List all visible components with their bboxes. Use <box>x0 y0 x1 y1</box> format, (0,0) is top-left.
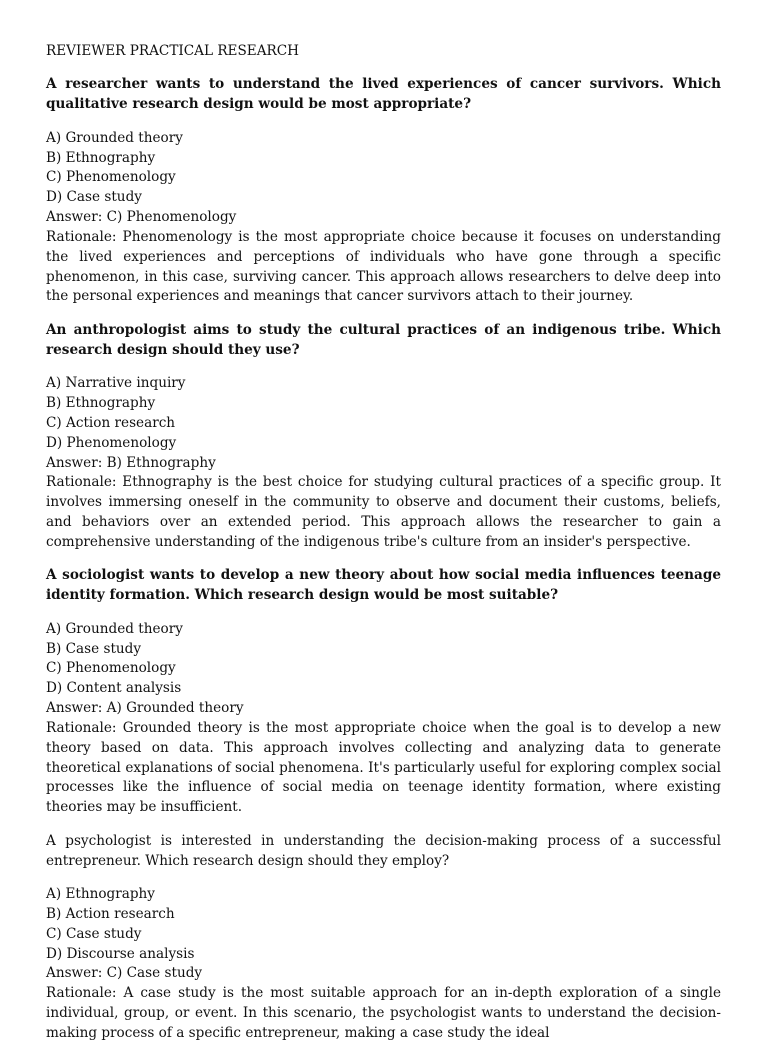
answer-text: Answer: A) Grounded theory <box>46 700 244 717</box>
question-text: A psychologist is interested in understanding the decision-making process of a successful entrepreneur. Which research design should they employ? <box>46 832 721 869</box>
option-a: A) Grounded theory <box>46 129 183 146</box>
option-a: A) Grounded theory <box>46 620 183 637</box>
document-title: REVIEWER PRACTICAL RESEARCH <box>46 43 300 59</box>
answer-text: Answer: B) Ethnography <box>46 454 216 471</box>
option-a: A) Narrative inquiry <box>46 375 186 392</box>
option-d: D) Discourse analysis <box>46 945 195 962</box>
option-b: B) Ethnography <box>46 149 156 166</box>
option-b: B) Action research <box>46 905 175 922</box>
question-block-3 <box>46 566 721 818</box>
rationale-text: Rationale: Ethnography is the best choice for studying cultural practices of a specific group. It involves immersing oneself in the community to observe and document their customs, beliefs, and behaviors over an extended period. This approach allows the researcher to gain a comprehensive understanding of the indigenous tribe's culture from an insider's perspective. <box>46 474 721 550</box>
question-block-1 <box>46 75 721 307</box>
question-text: An anthropologist aims to study the cultural practices of an indigenous tribe. Which research design should they use? <box>46 321 721 358</box>
document-page <box>46 42 721 1044</box>
option-c: C) Phenomenology <box>46 169 176 186</box>
question-text: A sociologist wants to develop a new theory about how social media influences teenage identity formation. Which research design would be most suitable? <box>46 567 721 604</box>
option-d: D) Case study <box>46 189 142 206</box>
option-a: A) Ethnography <box>46 885 155 902</box>
option-c: C) Case study <box>46 925 142 942</box>
option-c: C) Action research <box>46 414 176 431</box>
question-block-4 <box>46 832 721 1044</box>
option-d: D) Content analysis <box>46 680 182 697</box>
option-c: C) Phenomenology <box>46 660 176 677</box>
rationale-text: Rationale: Phenomenology is the most appropriate choice because it focuses on understanding the lived experiences and perceptions of individuals who have gone through a specific phenomenon, in this case, surviving cancer. This approach allows researchers to delve deep into the personal experiences and meanings that cancer survivors attach to their journey. <box>46 228 721 305</box>
option-b: B) Ethnography <box>46 395 156 412</box>
rationale-text: Rationale: A case study is the most suitable approach for an in-depth exploration of a single individual, group, or event. In this scenario, the psychologist wants to understand the decision-making process of a specific entrepreneur, making a case study the ideal <box>46 985 721 1041</box>
question-text: A researcher wants to understand the lived experiences of cancer survivors. Which qualitative research design would be most appropriate? <box>46 76 721 113</box>
option-d: D) Phenomenology <box>46 434 177 451</box>
answer-text: Answer: C) Case study <box>46 965 203 982</box>
option-b: B) Case study <box>46 640 142 657</box>
question-block-2 <box>46 321 721 553</box>
rationale-text: Rationale: Grounded theory is the most appropriate choice when the goal is to develop a new theory based on data. This approach involves collecting and analyzing data to generate theoretical explanations of social phenomena. It's particularly useful for exploring complex social processes like the influence of social media on teenage identity formation, where existing theories may be insufficient. <box>46 719 721 816</box>
answer-text: Answer: C) Phenomenology <box>46 209 237 226</box>
